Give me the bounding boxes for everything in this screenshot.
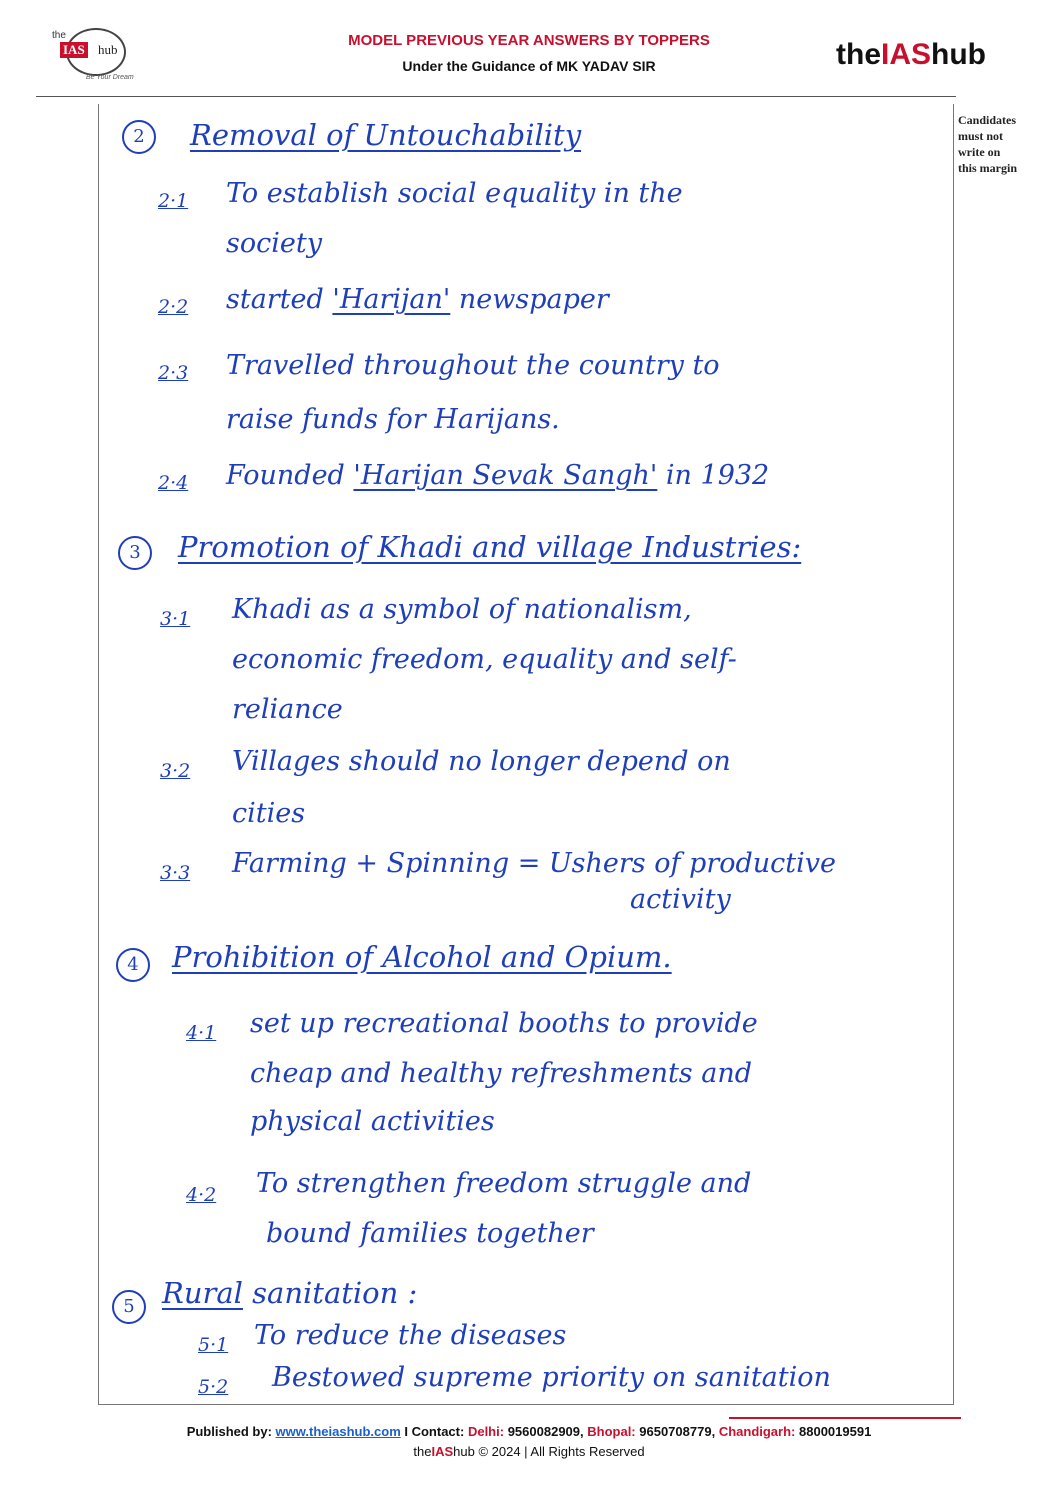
point-text: cheap and healthy refreshments and <box>250 1058 753 1089</box>
point-number: 3·1 <box>160 608 191 630</box>
delhi-label: Delhi: <box>467 1424 505 1439</box>
brand-post: hub <box>931 38 986 71</box>
margin-note-line: must not <box>958 129 1004 143</box>
point-text-underlined: 'Harijan' <box>332 284 451 315</box>
copy-accent: IAS <box>431 1444 454 1459</box>
left-margin-line <box>98 104 99 1404</box>
footer-contact <box>0 1424 1058 1439</box>
bhopal-label: Bhopal: <box>587 1424 636 1439</box>
section-marker: 3 <box>118 536 152 570</box>
brand-pre: the <box>836 38 881 71</box>
section-heading: Promotion of Khadi and village Industries: <box>178 530 802 564</box>
point-number: 2·2 <box>158 296 189 318</box>
footer-accent-line <box>729 1417 961 1419</box>
logo-ias: IAS <box>60 42 88 58</box>
section-heading: Prohibition of Alcohol and Opium. <box>172 940 672 974</box>
point-number: 2·3 <box>158 362 189 384</box>
section-heading-rest: sanitation : <box>242 1276 418 1310</box>
point-text <box>226 460 769 491</box>
point-text-post: newspaper <box>450 284 609 315</box>
chandigarh-label: Chandigarh: <box>718 1424 796 1439</box>
brand-accent: IAS <box>881 38 932 71</box>
point-text: To establish social equality in the <box>226 178 683 209</box>
point-text: economic freedom, equality and self- <box>232 644 737 675</box>
section-heading-underlined: Rural <box>162 1276 243 1310</box>
margin-note-line: Candidates <box>958 113 1017 127</box>
point-text: set up recreational booths to provide <box>250 1008 758 1039</box>
section-heading <box>162 1276 417 1310</box>
point-text: To reduce the diseases <box>254 1320 567 1351</box>
point-text: activity <box>630 884 731 915</box>
point-number: 3·3 <box>160 862 191 884</box>
chandigarh-number: 8800019591 <box>799 1424 872 1439</box>
margin-note-line: write on <box>958 145 1001 159</box>
point-text-pre: Founded <box>226 460 354 491</box>
point-number: 2·1 <box>158 190 189 212</box>
point-text-underlined: 'Harijan Sevak Sangh' <box>353 460 658 491</box>
point-text-pre: started <box>226 284 333 315</box>
point-number: 4·1 <box>186 1022 217 1044</box>
header-rule <box>36 96 956 97</box>
bottom-rule <box>98 1404 954 1405</box>
point-number: 5·2 <box>198 1376 229 1398</box>
point-number: 3·2 <box>160 760 191 782</box>
point-text: cities <box>232 798 306 829</box>
header-subtitle: Under the Guidance of MK YADAV SIR <box>402 58 656 74</box>
point-text <box>226 284 609 315</box>
header-title: MODEL PREVIOUS YEAR ANSWERS BY TOPPERS <box>348 32 710 49</box>
point-number: 5·1 <box>198 1334 229 1356</box>
bhopal-number: 9650708779, <box>639 1424 716 1439</box>
copy-pre: the <box>413 1444 432 1459</box>
point-text-post: in 1932 <box>657 460 770 491</box>
point-number: 2·4 <box>158 472 189 494</box>
contact-label: I Contact: <box>404 1424 465 1439</box>
point-number: 4·2 <box>186 1184 217 1206</box>
point-text: Farming + Spinning = Ushers of productive <box>232 848 837 879</box>
point-text: Bestowed supreme priority on sanitation <box>272 1362 831 1393</box>
website-link[interactable]: www.theiashub.com <box>275 1424 401 1439</box>
point-text: raise funds for Harijans. <box>226 404 560 435</box>
point-text: bound families together <box>266 1218 594 1249</box>
delhi-number: 9560082909, <box>507 1424 584 1439</box>
section-marker: 2 <box>122 120 156 154</box>
published-label: Published by: <box>186 1424 272 1439</box>
right-margin-line <box>953 104 954 1404</box>
section-heading: Removal of Untouchability <box>190 118 582 152</box>
point-text: To strengthen freedom struggle and <box>256 1168 752 1199</box>
margin-note <box>958 112 1038 176</box>
logo-tagline: Be Your Dream <box>86 74 134 81</box>
point-text: reliance <box>232 694 343 725</box>
point-text: Villages should no longer depend on <box>232 746 731 777</box>
point-text: society <box>226 228 322 259</box>
section-marker: 5 <box>112 1290 146 1324</box>
point-text: Khadi as a symbol of nationalism, <box>232 594 692 625</box>
margin-note-line: this margin <box>958 161 1018 175</box>
logo-the: the <box>52 30 66 41</box>
point-text: physical activities <box>250 1106 495 1137</box>
footer-copyright <box>0 1444 1058 1459</box>
copy-post: hub © 2024 | All Rights Reserved <box>453 1444 645 1459</box>
brand-wordmark <box>836 38 986 72</box>
section-marker: 4 <box>116 948 150 982</box>
logo-hub: hub <box>98 42 118 57</box>
point-text: Travelled throughout the country to <box>226 350 720 381</box>
